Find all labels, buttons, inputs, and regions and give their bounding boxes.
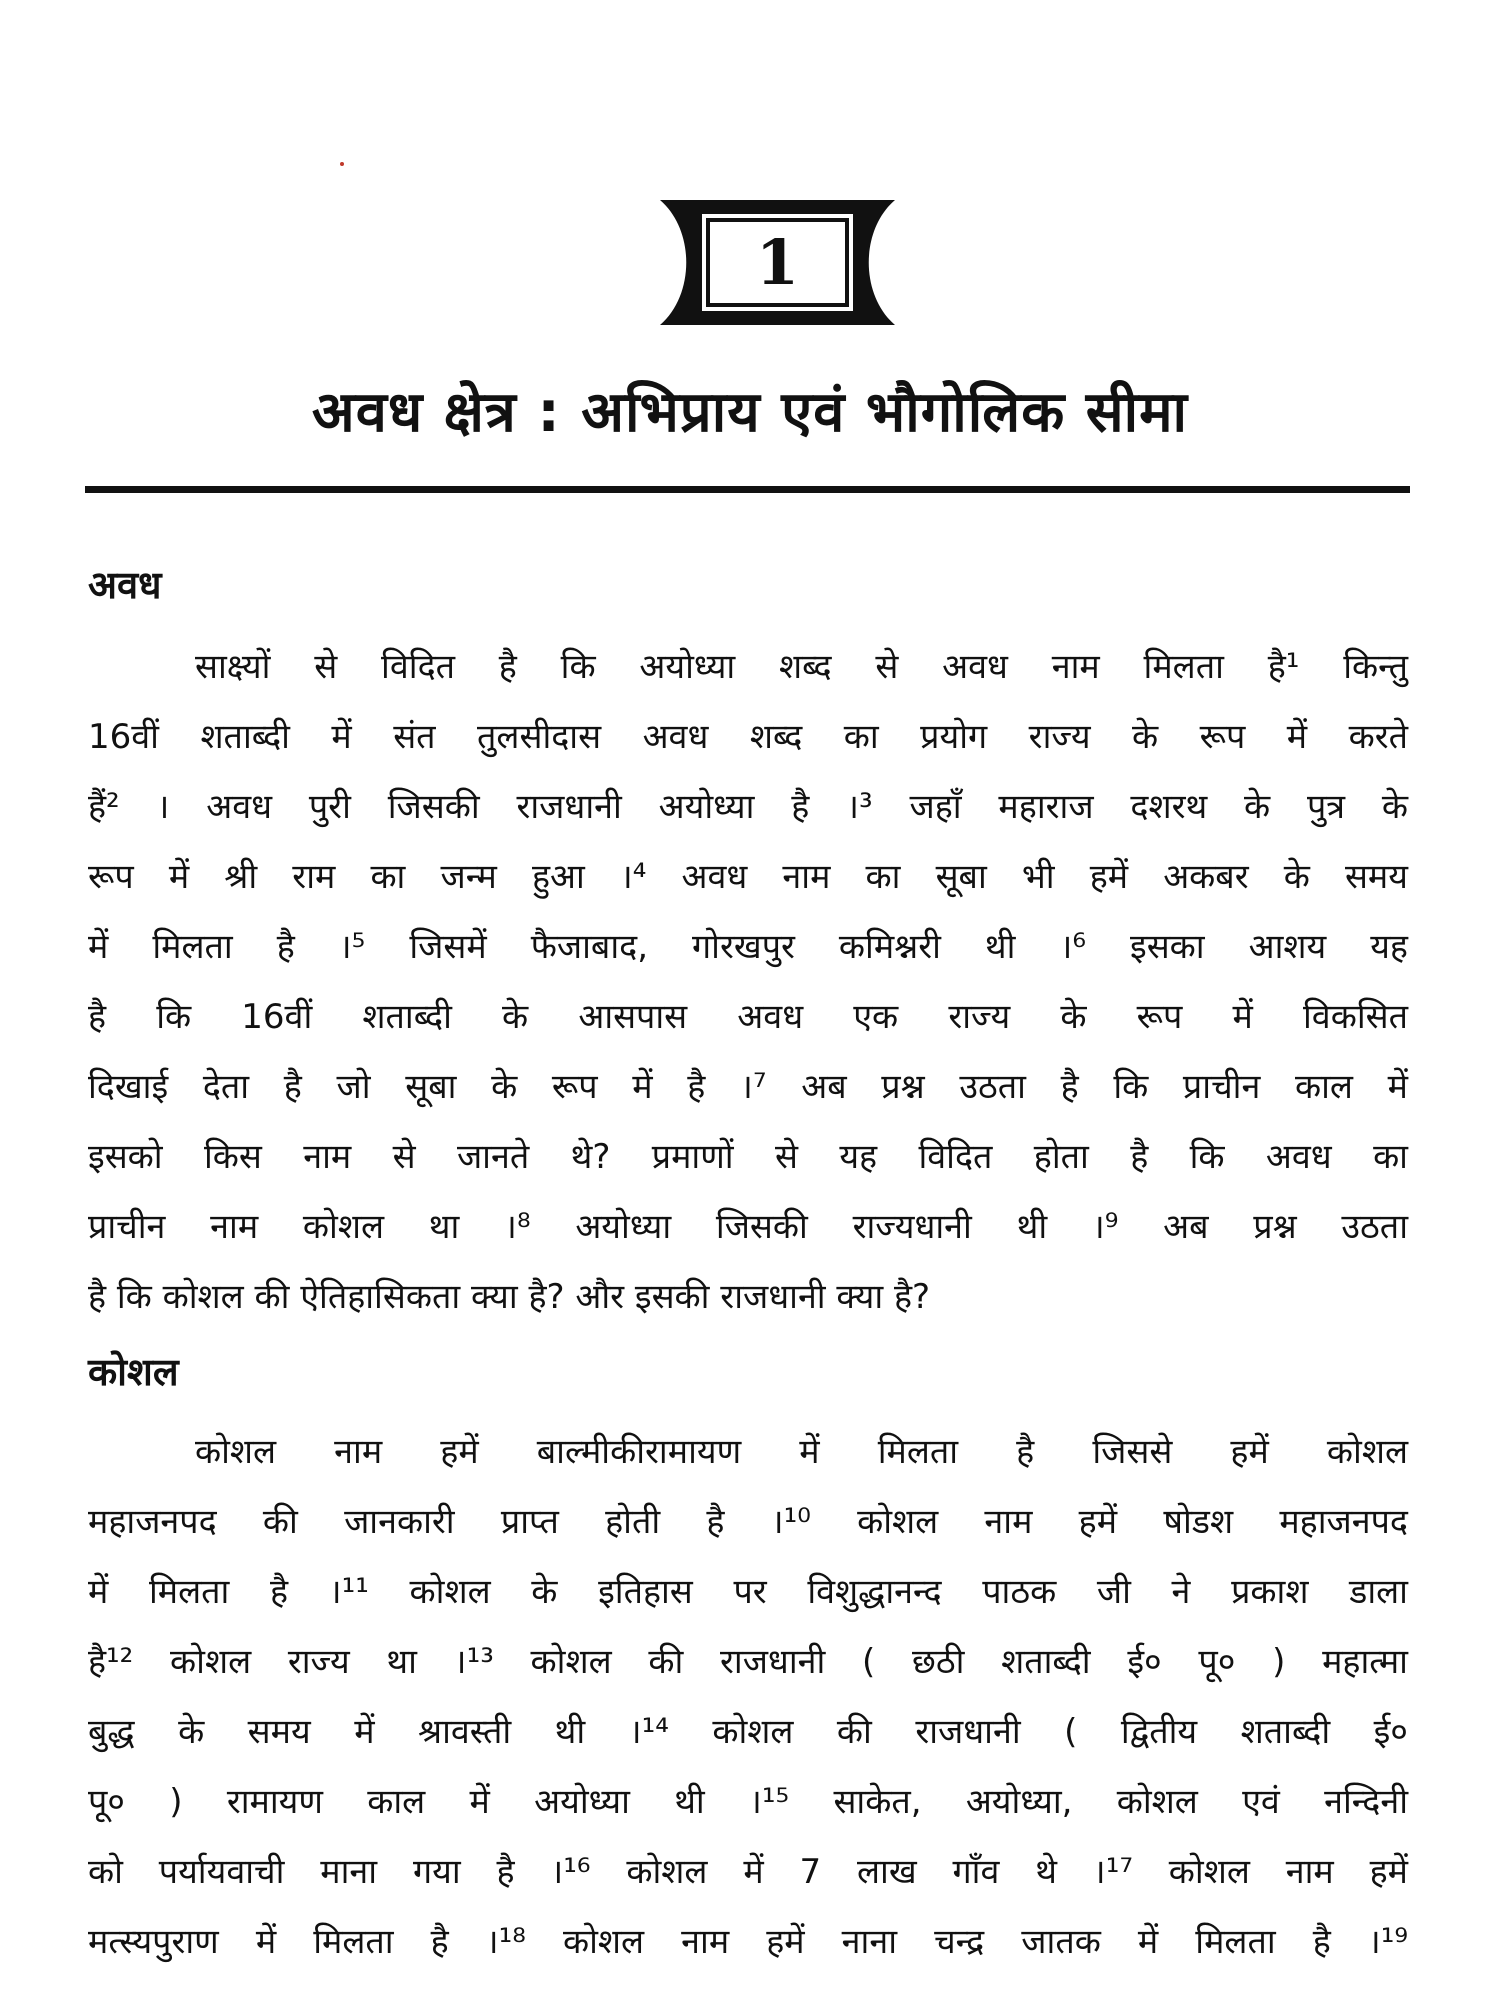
chapter-number-badge bbox=[660, 200, 895, 325]
paragraph-line: रूप में श्री राम का जन्म हुआ ।⁴ अवध नाम का सूबा भी हमें अकबर के समय bbox=[88, 857, 1408, 897]
paragraph-line: है कि कोशल की ऐतिहासिकता क्या है? और इसकी राजधानी क्या है? bbox=[88, 1277, 931, 1317]
paragraph-line: को पर्यायवाची माना गया है ।¹⁶ कोशल में 7 लाख गाँव थे ।¹⁷ कोशल नाम हमें bbox=[88, 1852, 1408, 1892]
ink-speck bbox=[340, 162, 344, 166]
chapter-title: अवध क्षेत्र : अभिप्राय एवं भौगोलिक सीमा bbox=[311, 380, 1189, 445]
paragraph-line: है¹² कोशल राज्य था ।¹³ कोशल की राजधानी ( छठी शताब्दी ई० पू० ) महात्मा bbox=[88, 1642, 1408, 1682]
paragraph-line: पू० ) रामायण काल में अयोध्या थी ।¹⁵ साकेत, अयोध्या, कोशल एवं नन्दिनी bbox=[88, 1782, 1408, 1822]
paragraph-line: इसको किस नाम से जानते थे? प्रमाणों से यह विदित होता है कि अवध का bbox=[88, 1137, 1408, 1177]
paragraph-line: है कि 16वीं शताब्दी के आसपास अवध एक राज्य के रूप में विकसित bbox=[88, 997, 1408, 1037]
chapter-number: 1 bbox=[755, 226, 800, 299]
section-heading-koshal: कोशल bbox=[88, 1350, 179, 1394]
paragraph-line: महाजनपद की जानकारी प्राप्त होती है ।¹⁰ कोशल नाम हमें षोडश महाजनपद bbox=[88, 1502, 1408, 1542]
paragraph-line: में मिलता है ।⁵ जिसमें फैजाबाद, गोरखपुर कमिश्नरी थी ।⁶ इसका आशय यह bbox=[88, 927, 1408, 967]
paragraph-line: 16वीं शताब्दी में संत तुलसीदास अवध शब्द का प्रयोग राज्य के रूप में करते bbox=[88, 717, 1408, 757]
paragraph-line: मत्स्यपुराण में मिलता है ।¹⁸ कोशल नाम हमें नाना चन्द्र जातक में मिलता है ।¹⁹ bbox=[88, 1922, 1408, 1962]
paragraph-line: साक्ष्यों से विदित है कि अयोध्या शब्द से अवध नाम मिलता है¹ किन्तु bbox=[195, 647, 1408, 687]
paragraph-line: कोशल नाम हमें बाल्मीकीरामायण में मिलता है जिससे हमें कोशल bbox=[195, 1432, 1408, 1472]
paragraph-line: प्राचीन नाम कोशल था ।⁸ अयोध्या जिसकी राज्यधानी थी ।⁹ अब प्रश्न उठता bbox=[88, 1207, 1408, 1247]
paragraph-line: दिखाई देता है जो सूबा के रूप में है ।⁷ अब प्रश्न उठता है कि प्राचीन काल में bbox=[88, 1067, 1408, 1107]
title-divider bbox=[85, 486, 1410, 493]
paragraph-line: हैं² । अवध पुरी जिसकी राजधानी अयोध्या है ।³ जहाँ महाराज दशरथ के पुत्र के bbox=[88, 787, 1408, 827]
section-heading-awadh: अवध bbox=[88, 563, 162, 607]
paragraph-line: में मिलता है ।¹¹ कोशल के इतिहास पर विशुद्धानन्द पाठक जी ने प्रकाश डाला bbox=[88, 1572, 1408, 1612]
paragraph-line: बुद्ध के समय में श्रावस्ती थी ।¹⁴ कोशल की राजधानी ( द्वितीय शताब्दी ई० bbox=[88, 1712, 1408, 1752]
